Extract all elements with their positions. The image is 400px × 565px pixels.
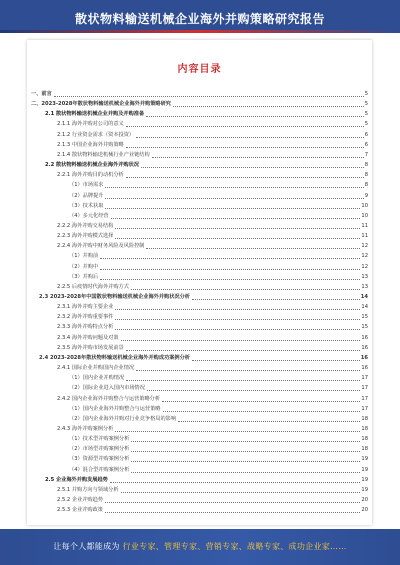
toc-entry[interactable]: [69, 415, 368, 424]
toc-entry-label: 2.5.2 企业并购趋势: [57, 497, 103, 503]
toc-leader-dots: [126, 126, 364, 127]
toc-entry-page: 12: [361, 243, 368, 250]
footer-slogan-right: 行业专家、管理专家、营销专家、战略专家、成功企业家……: [122, 542, 347, 551]
toc-entry-page: 17: [361, 405, 368, 412]
toc-entry-page: 18: [361, 446, 368, 453]
toc-entry[interactable]: [69, 202, 368, 211]
toc-entry[interactable]: [57, 313, 368, 322]
toc-leader-dots: [141, 167, 364, 168]
toc-entry-label: （3）并购后: [69, 273, 99, 280]
toc-leader-dots: [54, 96, 364, 97]
toc-entry-label: 2.3.2 海外并购重要事件: [57, 314, 114, 321]
toc-entry-page: 8: [364, 162, 368, 169]
toc-leader-dots: [115, 431, 360, 432]
toc-entry-label: 2.4.3 海外并购案例分析: [57, 425, 114, 432]
toc-entry-label: （1）国内企业海外并购整合与运营策略: [69, 405, 161, 412]
toc-entry-label: （2）并购中: [69, 263, 99, 270]
toc-entry-page: 8: [364, 172, 368, 179]
toc-leader-dots: [100, 279, 360, 280]
toc-entry[interactable]: [57, 364, 368, 373]
toc-entry-page: 19: [361, 486, 368, 493]
toc-leader-dots: [136, 137, 364, 138]
toc-entry-label: 2.5.3 企业并购政策: [57, 507, 103, 514]
toc-entry-label: 2.1.3 中国企业海外并购策略: [57, 141, 124, 148]
toc-leader-dots: [126, 380, 360, 381]
toc-leader-dots: [115, 329, 360, 330]
toc-entry[interactable]: [57, 283, 368, 292]
toc-entry[interactable]: [69, 455, 368, 464]
toc-entry[interactable]: [69, 374, 368, 383]
toc-entry-label: 2.4.1 国际企业并购国内企业情况: [57, 365, 135, 372]
toc-entry-label: （2）品牌提升: [69, 192, 104, 199]
toc-entry-label: （1）技术型并购案例分析: [69, 436, 130, 443]
toc-entry[interactable]: [39, 354, 368, 363]
toc-entry-page: 14: [360, 294, 368, 300]
footer-banner: [0, 529, 400, 565]
toc-leader-dots: [126, 177, 364, 178]
toc-leader-dots: [131, 441, 360, 442]
footer-slogan-left: 让每个人都能成为: [53, 542, 120, 551]
toc-leader-dots: [110, 482, 361, 483]
toc-entry-label: 2.1.1 海外并购对公司的意义: [57, 121, 124, 128]
toc-entry-page: 15: [361, 324, 368, 331]
toc-entry[interactable]: [57, 425, 368, 434]
toc-entry-label: （1）市场需求: [69, 182, 104, 189]
toc-entry-page: 15: [361, 314, 368, 321]
toc-leader-dots: [121, 492, 361, 493]
toc-entry[interactable]: [31, 100, 368, 109]
toc-entry-page: 10: [361, 212, 368, 219]
toc-entry[interactable]: [57, 131, 368, 140]
toc-leader-dots: [131, 472, 360, 473]
toc-entry-page: 12: [361, 263, 368, 270]
toc-leader-dots: [105, 198, 363, 199]
toc-entry-label: （3）资源型并购案例分析: [69, 456, 130, 463]
toc-entry-page: 5: [364, 111, 368, 118]
toc-entry[interactable]: [69, 405, 368, 414]
toc-entry[interactable]: [69, 263, 368, 272]
toc-leader-dots: [131, 461, 360, 462]
toc-entry-page: 20: [361, 497, 368, 503]
toc-entry-label: （1）并购前: [69, 253, 99, 260]
toc-entry-label: 二、2023-2028年散状物料输送机械企业海外并购策略研究: [31, 101, 171, 108]
toc-leader-dots: [152, 157, 364, 158]
toc-entry[interactable]: [69, 273, 368, 282]
header-accent-bar: [0, 30, 400, 33]
toc-entry-page: 13: [361, 273, 368, 280]
toc-entry-page: 8: [364, 182, 368, 189]
toc-leader-dots: [173, 106, 364, 107]
toc-entry-label: （4）混合型并购案例分析: [69, 466, 130, 473]
toc-entry-label: （4）多元化经营: [69, 212, 109, 219]
toc-entry[interactable]: [57, 395, 368, 404]
toc-entry[interactable]: [69, 192, 368, 201]
toc-entry[interactable]: [57, 151, 368, 160]
toc-entry-label: 2.2.2 海外并购交易结构: [57, 222, 114, 229]
toc-entry-page: 14: [361, 304, 368, 311]
toc-entry-page: 18: [361, 425, 368, 432]
toc-leader-dots: [192, 299, 360, 300]
toc-leader-dots: [126, 147, 364, 148]
toc-entry[interactable]: [69, 435, 368, 444]
toc-entry[interactable]: [69, 181, 368, 190]
toc-entry-label: 2.3 2023-2028年中国散状物料输送机械企业海外并购状况分析: [39, 294, 190, 300]
toc-entry-label: 2.5 企业海外并购发展趋势: [45, 476, 108, 483]
toc-entry-page: 19: [361, 476, 368, 483]
toc-leader-dots: [115, 228, 360, 229]
toc-entry-label: 2.2.5 后疫情时代海外并购方式: [57, 283, 129, 290]
toc-entry[interactable]: [57, 141, 368, 150]
footer-slogan: [0, 541, 400, 552]
toc-entry-page: 10: [361, 202, 368, 209]
report-title: 散状物料输送机械企业海外并购策略研究报告: [74, 12, 325, 26]
toc-page: [27, 40, 372, 525]
toc-leader-dots: [178, 421, 360, 422]
toc-entry-label: （2）国际企业进入国内市场情况: [69, 385, 145, 392]
toc-entry-label: 2.1 散状物料输送机械企业并购及并购准备: [45, 111, 145, 118]
toc-leader-dots: [147, 390, 360, 391]
toc-entry-page: 6: [364, 141, 368, 148]
toc-entry-page: 16: [361, 334, 368, 341]
toc-entry-label: 2.2.3 海外并购模式选择: [57, 233, 114, 240]
toc-entry-page: 11: [361, 233, 368, 240]
toc-entry[interactable]: [57, 506, 368, 515]
toc-leader-dots: [163, 411, 361, 412]
toc-entry-page: 17: [361, 395, 368, 402]
toc-leader-dots: [146, 116, 364, 117]
toc-entry[interactable]: [57, 323, 368, 332]
toc-entry-page: 19: [361, 456, 368, 463]
toc-entry-label: 2.3.5 海外并购市场发展前景: [57, 344, 124, 351]
toc-leader-dots: [162, 401, 360, 402]
toc-entry-label: 2.2.4 海外并购中财务风险及风险控制: [57, 243, 145, 250]
toc-entry-label: 2.2 散状物料输送机械企业海外并购状况: [45, 162, 139, 169]
toc-entry[interactable]: [45, 161, 368, 170]
toc-entry-label: 一、前言: [31, 91, 52, 97]
toc-entry-page: 19: [361, 466, 368, 473]
toc-entry-label: 2.2.1 海外并购目的动机分析: [57, 172, 124, 179]
toc-entry[interactable]: [57, 496, 368, 505]
toc-entry[interactable]: [69, 212, 368, 221]
toc-entry-label: 2.3.3 海外并购特点分析: [57, 324, 114, 331]
toc-entry[interactable]: [57, 486, 368, 495]
toc-entry[interactable]: [57, 232, 368, 241]
toc-entry-label: 2.4.2 国内企业海外并购整合与运营策略分析: [57, 395, 161, 402]
toc-leader-dots: [115, 238, 360, 239]
toc-entry-label: 2.1.4 散状物料输送机械行业产业链结构: [57, 151, 150, 158]
toc-entry-page: 6: [364, 131, 368, 138]
toc-leader-dots: [115, 319, 360, 320]
toc-entry-page: 20: [361, 507, 368, 514]
toc-entry-label: 2.5.1 并购方向与领域分析: [57, 486, 119, 493]
toc-leader-dots: [105, 208, 360, 209]
toc-entry-page: 5: [364, 121, 368, 128]
toc-entry[interactable]: [39, 293, 368, 302]
toc-entry[interactable]: [69, 384, 368, 393]
toc-entry-page: 12: [361, 253, 368, 260]
toc-entry-page: 17: [361, 385, 368, 392]
toc-entry-page: 17: [361, 375, 368, 382]
toc-leader-dots: [146, 248, 360, 249]
toc-entry-page: 18: [361, 436, 368, 443]
toc-entry-page: 16: [360, 354, 368, 361]
toc-leader-dots: [111, 218, 361, 219]
toc-leader-dots: [121, 340, 361, 341]
toc-entry[interactable]: [45, 110, 368, 119]
toc-entry[interactable]: [69, 445, 368, 454]
toc-entry-page: 7: [364, 151, 368, 158]
toc-entry-label: 2.3.1 海外并购主要企业: [57, 304, 114, 311]
toc-entry-page: 16: [361, 344, 368, 351]
toc-entry-label: 2.1.2 行业资金需求（资本投资）: [57, 131, 135, 138]
toc-leader-dots: [192, 360, 360, 361]
toc-leader-dots: [105, 502, 360, 503]
toc-entry-label: （2）国内企业海外并购对行业竞争格局的影响: [69, 415, 177, 422]
toc-entry[interactable]: [69, 252, 368, 261]
toc-entry-label: （2）市场型并购案例分析: [69, 446, 130, 453]
toc-entry-label: （1）国内企业并购情况: [69, 375, 125, 382]
toc-leader-dots: [126, 350, 361, 351]
toc-entry[interactable]: [57, 303, 368, 312]
toc-entry-page: 5: [364, 101, 368, 108]
toc-leader-dots: [115, 309, 360, 310]
toc-title: 内容目录: [177, 64, 222, 75]
toc-entry-label: （3）技术获取: [69, 202, 104, 209]
toc-leader-dots: [136, 370, 360, 371]
toc-entry-page: 11: [361, 222, 368, 229]
toc-entry[interactable]: [69, 466, 368, 475]
toc-entry-label: 2.4 2023-2028年散状物料输送机械企业海外并购成功案例分析: [39, 354, 190, 361]
toc-entry[interactable]: [57, 120, 368, 129]
toc-leader-dots: [100, 269, 360, 270]
toc-entry-page: 9: [364, 192, 368, 199]
toc-entry[interactable]: [31, 90, 368, 99]
toc-entry[interactable]: [57, 344, 368, 353]
toc-entry-label: 2.3.4 海外并购问题及对策: [57, 334, 119, 341]
toc-leader-dots: [100, 258, 360, 259]
toc-entry-page: 5: [364, 91, 368, 97]
toc-entry-page: 13: [361, 283, 368, 290]
toc-entry-page: 16: [361, 365, 368, 372]
toc-entry-page: 18: [361, 415, 368, 422]
toc-entry[interactable]: [45, 476, 368, 485]
report-header: [0, 0, 400, 33]
toc-leader-dots: [105, 512, 360, 513]
toc-entry[interactable]: [57, 222, 368, 231]
toc-entry[interactable]: [57, 171, 368, 180]
toc-leader-dots: [105, 187, 363, 188]
toc-leader-dots: [131, 289, 360, 290]
toc-entry[interactable]: [57, 242, 368, 251]
toc-entry[interactable]: [57, 334, 368, 343]
toc-leader-dots: [131, 451, 360, 452]
